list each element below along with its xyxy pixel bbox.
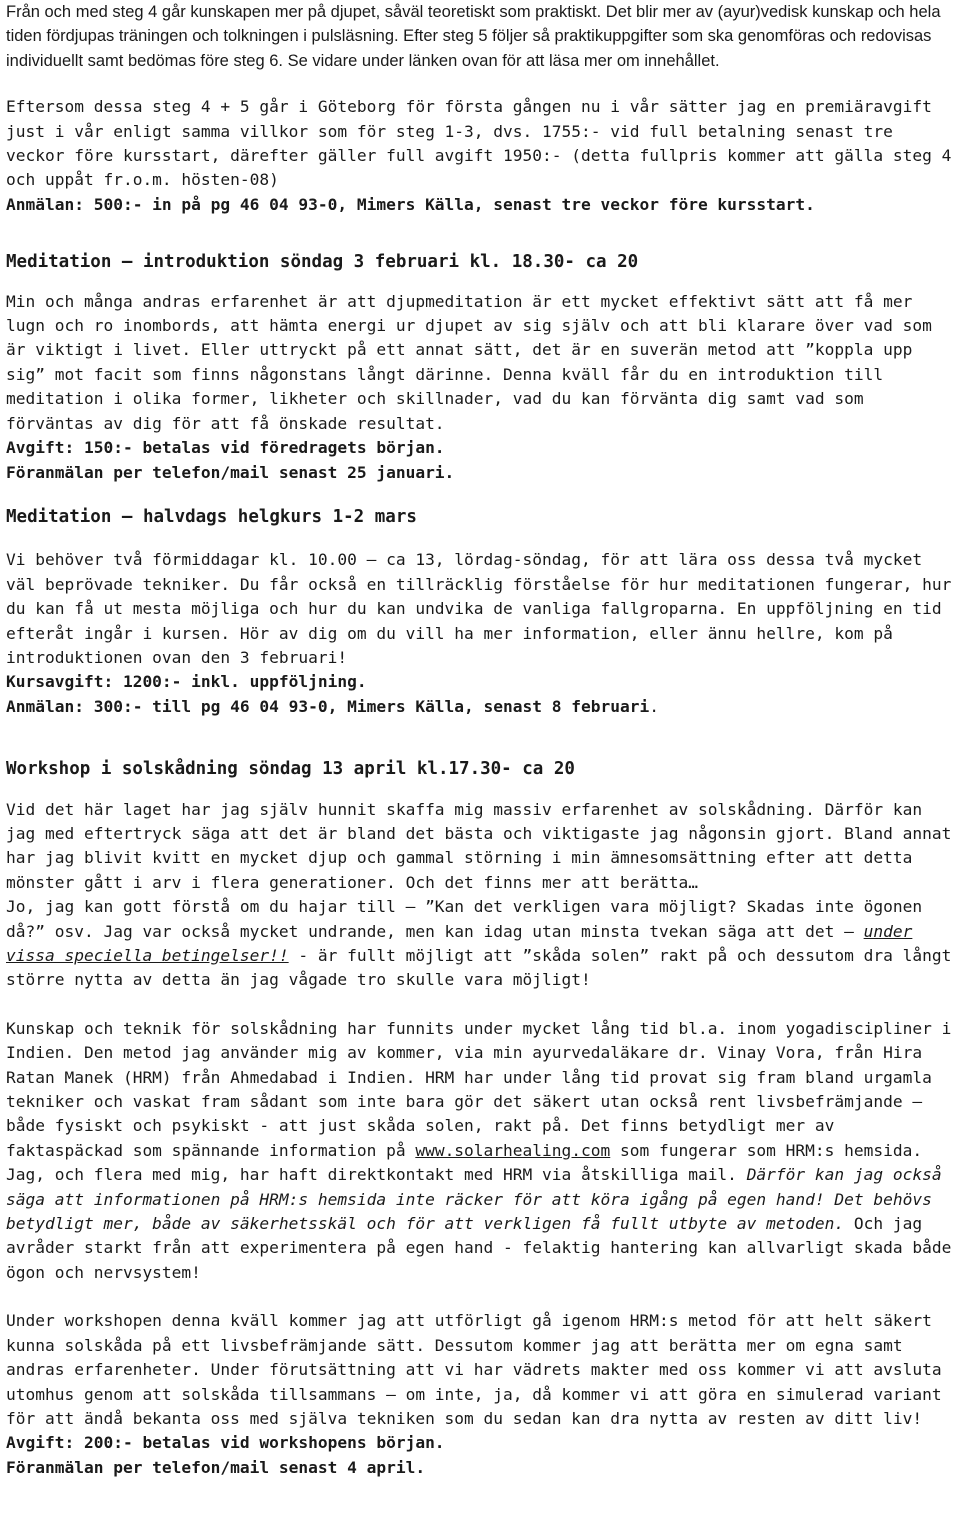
- workshop-p1-line2: Jo, jag kan gott förstå om du hajar till – ”Kan det verkligen vara möjligt? Skadas inte ögonen då?” osv. Jag var också mycket undrande, men kan idag utan minsta tvekan säga att det –: [6, 897, 923, 941]
- workshop-p3-text: Under workshopen denna kväll kommer jag att utförligt gå igenom HRM:s metod för att helt säkert kunna solskåda på ett livsbefrämjande sätt. Dessutom kommer jag att berätta mer om egna samt andras erfarenheter. Under förutsättning att vi har vädrets makter med oss kommer vi att avsluta utomhus genom att solskåda tillsammans – om inte, ja, då kommer vi att göra en simulerad variant för att ändå bekanta oss med själva tekniken som du sedan kan dra nytta av resten av ditt liv!: [6, 1311, 942, 1428]
- special-conditions-link[interactable]: under vissa speciella betingelser!!: [6, 921, 913, 965]
- meditation-intro-body: Min och många andras erfarenhet är att djupmeditation är ett mycket effektivt sätt att få mer lugn och ro inombords, att hämta energi ur djupet av sig själv och att bli klarare över vad som är viktigt i livet. Eller uttryckt på ett annat sätt, det är en suverän metod att ”koppla upp sig” mot facit som finns någonstans långt därinne. Denna kväll får du en introduktion till meditation i olika former, likheter och skillnader, vad du kan förvänta dig samt vad som förväntas av dig för att få önskade resultat.: [6, 291, 932, 433]
- workshop-p2-text: Kunskap och teknik för solskådning har funnits under mycket lång tid bl.a. inom yogadiscipliner i Indien. Den metod jag använder mig av kommer, via min ayurvedaläkare dr. Vinay Vora, från Hira Ratan Manek (HRM) från Ahmedabad i Indien. HRM har under lång tid provat sig fram bland urgamla tekniker och vaskat fram sådant som inte bara gör det säkert utan också rent livsbefrämjande – både fysiskt och psykiskt - att just skåda solen, rakt på. Det finns betydligt mer av faktaspäckad som spännande information på: [6, 1018, 952, 1160]
- workshop-paragraph-2: [6, 1017, 954, 1285]
- workshop-heading: Workshop i solskådning söndag 13 april kl.17.30- ca 20: [6, 759, 575, 780]
- meditation-intro-booking: Föranmälan per telefon/mail senast 25 januari.: [6, 462, 455, 482]
- meditation-halfday-heading: Meditation – halvdags helgkurs 1-2 mars: [6, 506, 417, 527]
- meditation-intro-heading: Meditation – introduktion söndag 3 februari kl. 18.30- ca 20: [6, 252, 639, 273]
- meditation-halfday-signup: Anmälan: 300:- till pg 46 04 93-0, Mimers Källa, senast 8 februari: [6, 696, 650, 716]
- meditation-intro-fee: Avgift: 150:- betalas vid föredragets början.: [6, 438, 445, 458]
- workshop-p1-text: Vid det här laget har jag själv hunnit skaffa mig massiv erfarenhet av solskådning. Därför kan jag med eftertryck säga att det är bland det bästa och viktigaste jag någonsin gjort. Bland annat har jag blivit kvitt en mycket djup och gammal störning i min ämnesomsättning efter att detta mönster gått i arv i flera generationer. Och det finns mer att berätta…: [6, 799, 952, 892]
- solarhealing-link[interactable]: www.solarhealing.com: [415, 1140, 611, 1160]
- meditation-halfday-body: Vi behöver två förmiddagar kl. 10.00 – ca 13, lördag-söndag, för att lära oss dessa två mycket väl beprövade tekniker. Du får också en tillräcklig förståelse för hur meditationen fungerar, hur du kan få ut mesta möjliga och hur du kan undvika de vanliga fallgroparna. En uppföljning en tid efteråt ingår i kursen. Hör av dig om du vill ha mer information, eller ännu hellre, kom på introduktionen ovan den 3 februari!: [6, 550, 952, 667]
- workshop-paragraph-1: [6, 798, 954, 993]
- intro-paragraph: Från och med steg 4 går kunskapen mer på djupet, såväl teoretiskt som praktiskt. Det blir mer av (ayur)vedisk kunskap och hela tiden fördjupas träningen och tolkningen i pulsläsning. Efter steg 5 följer så praktikuppgifter som ska genomföras och redovisas individuellt samt bedömas före steg 6. Se vidare under länken ovan för att läsa mer om innehållet.: [6, 3, 941, 70]
- workshop-paragraph-3: [6, 1309, 954, 1480]
- workshop-p2-text-2: som fungerar som HRM:s hemsida. Jag, och flera med mig, har haft direktkontakt med HRM via åtskilliga mail.: [6, 1140, 923, 1185]
- premium-fee-paragraph: [6, 95, 954, 217]
- workshop-fee: Avgift: 200:- betalas vid workshopens början.: [6, 1433, 445, 1453]
- meditation-halfday-fee: Kursavgift: 1200:- inkl. uppföljning.: [6, 672, 367, 692]
- workshop-p1-line2-end: - är fullt möjligt att ”skåda solen” rakt på och dessutom dra långt större nytta av detta än jag vågade tro skulle vara möjligt!: [6, 946, 952, 990]
- meditation-halfday-signup-end: .: [649, 696, 659, 716]
- meditation-intro-paragraph: [6, 290, 954, 485]
- workshop-booking: Föranmälan per telefon/mail senast 4 april.: [6, 1457, 426, 1477]
- workshop-p2-text-3: Och jag avråder starkt från att experimentera på egen hand - felaktig hantering kan allvarligt skada både ögon och nervsystem!: [6, 1214, 952, 1282]
- workshop-p2-italic: Därför kan jag också säga att informationen på HRM:s hemsida inte räcker för att köra igång på egen hand! Det behövs betydligt mer, både av säkerhetsskäl och för att verkligen få fullt utbyte av metoden.: [6, 1165, 942, 1234]
- premium-signup-text: Anmälan: 500:- in på pg 46 04 93-0, Mimers Källa, senast tre veckor före kursstart.: [6, 194, 815, 214]
- premium-fee-text: Eftersom dessa steg 4 + 5 går i Göteborg för första gången nu i vår sätter jag en premiäravgift just i vår enligt samma villkor som för steg 1-3, dvs. 1755:- vid full betalning senast tre veckor före kursstart, därefter gäller full avgift 1950:- (detta fullpris kommer att gälla steg 4 och uppåt fr.o.m. hösten-08): [6, 97, 952, 190]
- meditation-halfday-paragraph: [6, 548, 954, 719]
